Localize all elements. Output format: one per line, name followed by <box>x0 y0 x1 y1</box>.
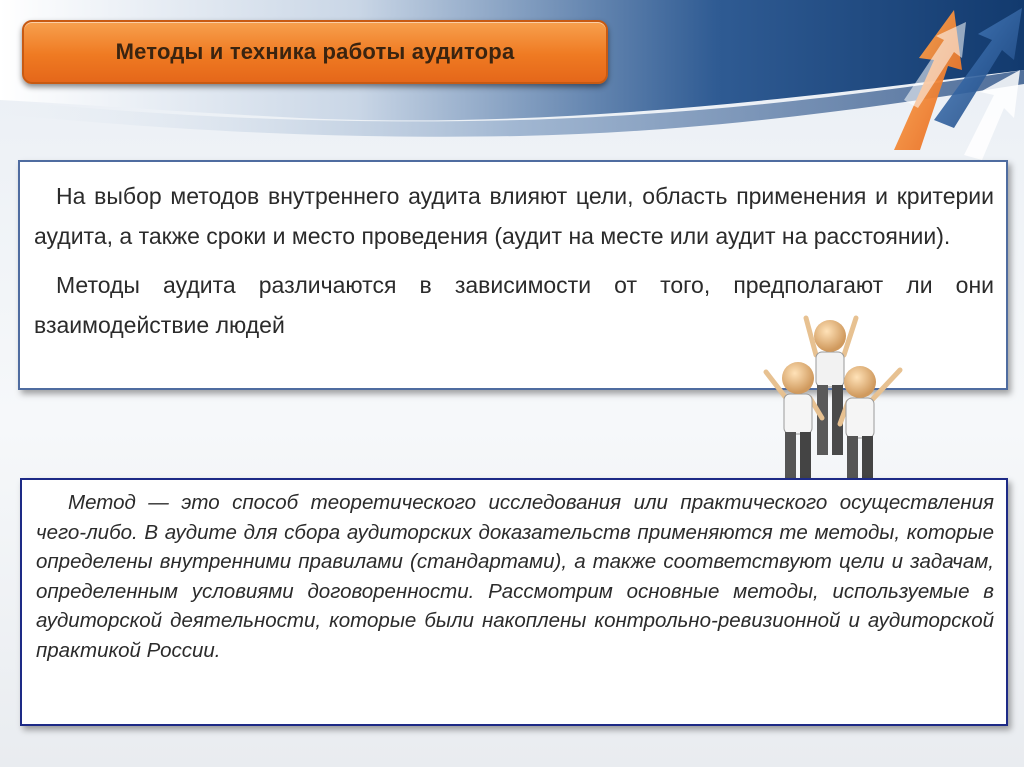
paragraph-2: Методы аудита различаются в зависимости от того, предполагают ли они взаимодействие людей <box>34 272 994 338</box>
title-banner <box>22 20 608 84</box>
slide-title: Методы и техника работы аудитора <box>115 39 515 64</box>
three-cheering-figures-graphic <box>760 300 910 500</box>
arrows-graphic <box>874 0 1024 160</box>
paragraph-1: На выбор методов внутреннего аудита влияют цели, область применения и критерии аудита, а также сроки и место проведения (аудит на месте или аудит на расстоянии). <box>34 183 994 249</box>
definition-paragraph: Метод — это способ теоретического исследования или практического осуществления чего-либо. В аудите для сбора аудиторских доказательств применяются те методы, которые определены внутренними правилами (стандартами), а также соответствуют цели и задачам, определенным условиями договоренности. Рассмотрим основные методы, используемые в аудиторской деятельности, которые были накоплены контрольно-ревизионной и аудиторской практикой России. <box>36 491 994 662</box>
figure-right <box>840 366 900 494</box>
figure-left <box>766 362 822 494</box>
definition-text-box <box>20 478 1008 726</box>
